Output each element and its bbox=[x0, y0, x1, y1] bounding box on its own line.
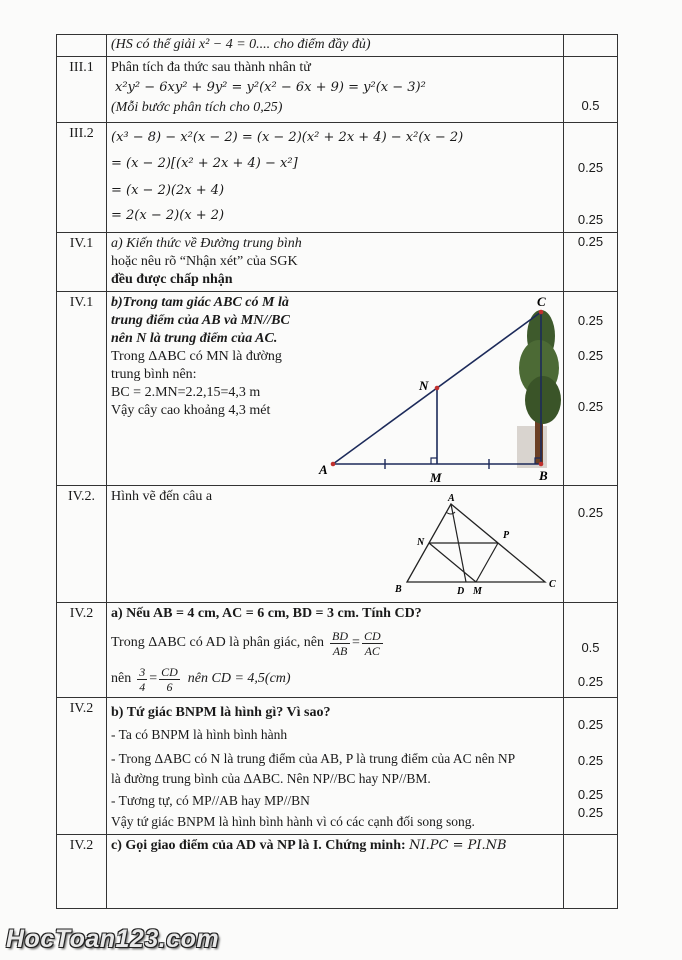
table-row bbox=[57, 698, 618, 835]
text-line: là đường trung bình của ΔABC. Nên NP//BC hay NP//BM. bbox=[111, 771, 431, 786]
task-line: Phân tích đa thức sau thành nhân tử bbox=[111, 60, 311, 75]
table-row bbox=[57, 835, 618, 909]
row-number: IV.1 bbox=[57, 292, 107, 486]
point-a bbox=[331, 462, 336, 467]
row-number: III.2 bbox=[57, 123, 107, 233]
text-line: BC = 2.MN=2.2,15=4,3 m bbox=[111, 385, 261, 400]
fraction-numerator: CD bbox=[161, 664, 178, 679]
fraction-denominator: 4 bbox=[139, 679, 146, 694]
formula-line: = (x − 2)(2x + 4) bbox=[111, 183, 225, 198]
text-fragment: nên CD = 4,5(cm) bbox=[187, 671, 291, 686]
formula-line: = 2(x − 2)(x + 2) bbox=[111, 208, 225, 223]
fraction-numerator: BD bbox=[332, 628, 349, 643]
table-row bbox=[57, 603, 618, 698]
row-number: III.1 bbox=[57, 57, 107, 123]
label-m: M bbox=[430, 470, 442, 485]
fraction-numerator: CD bbox=[363, 628, 381, 643]
text-line: - Trong ΔABC có N là trung điểm của AB, P là trung điểm của AC nên NP bbox=[111, 751, 516, 766]
score-value: 0.25 bbox=[577, 348, 604, 363]
text-line: Vậy tứ giác BNPM là hình bình hành vì có các cạnh đối song song. bbox=[111, 814, 475, 829]
table-row bbox=[57, 35, 618, 57]
score-value: 0.5 bbox=[581, 640, 600, 655]
text-line: hoặc nêu rõ “Nhận xét” của SGK bbox=[111, 254, 298, 269]
text-line: Hình vẽ đến câu a bbox=[111, 489, 213, 504]
score-value: 0.25 bbox=[577, 505, 604, 520]
row-number bbox=[57, 35, 107, 57]
label-c: C bbox=[537, 296, 546, 309]
equals-sign: = bbox=[149, 671, 158, 686]
question-line: b) Tứ giác BNPM là hình gì? Vì sao? bbox=[111, 705, 331, 720]
site-watermark: HocToan123.com bbox=[6, 925, 220, 953]
note-line: (Mỗi bước phân tích cho 0,25) bbox=[111, 100, 283, 115]
label-b: B bbox=[539, 468, 548, 483]
angle-mark bbox=[446, 512, 455, 514]
label-a: A bbox=[319, 462, 328, 477]
score-value: 0.25 bbox=[577, 674, 604, 689]
fraction-numerator: 3 bbox=[139, 664, 146, 679]
score-value: 0.25 bbox=[577, 313, 604, 328]
point-n bbox=[435, 386, 440, 391]
text-line: nên N là trung điểm của AC. bbox=[111, 331, 278, 346]
label-n: N bbox=[419, 378, 429, 393]
text-line: trung điểm của AB và MN//BC bbox=[111, 313, 290, 328]
score-value: 0.25 bbox=[577, 787, 604, 802]
fraction-cd-ac bbox=[362, 629, 383, 658]
score-value: 0.5 bbox=[581, 98, 600, 113]
label-n: N bbox=[417, 537, 425, 548]
equals-sign: = bbox=[352, 635, 360, 650]
point-c bbox=[539, 310, 544, 315]
question-line: a) Nếu AB = 4 cm, AC = 6 cm, BD = 3 cm. Tính CD? bbox=[111, 606, 422, 621]
row-number: IV.1 bbox=[57, 233, 107, 292]
formula-line: x²y² − 6xy² + 9y² = y²(x² − 6x + 9) = y²(x − 3)² bbox=[115, 80, 426, 95]
fraction-3-4 bbox=[137, 665, 147, 694]
segment-nm bbox=[429, 543, 476, 582]
table-row bbox=[57, 486, 618, 603]
fraction-denominator: AB bbox=[332, 643, 348, 658]
score-value: 0.25 bbox=[577, 212, 604, 227]
triangle-figure bbox=[389, 490, 579, 600]
table-row bbox=[57, 57, 618, 123]
text-line: Vậy cây cao khoảng 4,3 mét bbox=[111, 403, 271, 418]
formula-line: (x³ − 8) − x²(x − 2) = (x − 2)(x² + 2x + 4) − x²(x − 2) bbox=[111, 130, 464, 145]
text-line: trung bình nên: bbox=[111, 367, 197, 382]
score-value: 0.25 bbox=[577, 160, 604, 175]
row-number: IV.2 bbox=[57, 835, 107, 909]
text-line bbox=[111, 663, 559, 695]
table-row bbox=[57, 123, 618, 233]
text-fragment: Trong ΔABC có AD là phân giác, nên bbox=[111, 635, 325, 650]
point-b bbox=[539, 462, 544, 467]
label-a: A bbox=[448, 493, 455, 504]
tree-foliage bbox=[525, 376, 561, 424]
question-formula: NI.PC = PI.NB bbox=[409, 838, 507, 853]
label-p: P bbox=[503, 530, 510, 541]
label-b: B bbox=[395, 584, 402, 595]
text-line: đều được chấp nhận bbox=[111, 272, 233, 287]
text-line: a) Kiến thức về Đường trung bình bbox=[111, 236, 302, 251]
table-row bbox=[57, 292, 618, 486]
segment-pm bbox=[476, 543, 498, 582]
row-number: IV.2. bbox=[57, 486, 107, 603]
fraction-denominator: 6 bbox=[166, 679, 173, 694]
note-line: (HS có thể giải x² − 4 = 0.... cho điểm đầy đủ) bbox=[111, 37, 371, 52]
score-value: 0.25 bbox=[577, 717, 604, 732]
text-line: Trong ΔABC có MN là đường bbox=[111, 349, 282, 364]
tree-height-figure bbox=[317, 296, 577, 486]
score-value: 0.25 bbox=[577, 399, 604, 414]
text-fragment: nên bbox=[111, 671, 132, 686]
score-value: 0.25 bbox=[577, 234, 604, 249]
text-line: - Tương tự, có MP//AB hay MP//BN bbox=[111, 793, 310, 808]
formula-line: = (x − 2)[(x² + 2x + 4) − x²] bbox=[111, 156, 298, 171]
text-line: b)Trong tam giác ABC có M là bbox=[111, 295, 289, 310]
question-line bbox=[111, 837, 559, 855]
table-row bbox=[57, 233, 618, 292]
row-number: IV.2 bbox=[57, 698, 107, 835]
score-value: 0.25 bbox=[577, 753, 604, 768]
label-d: D bbox=[457, 586, 465, 597]
text-line bbox=[111, 627, 559, 659]
grading-table bbox=[56, 34, 618, 909]
right-angle-m bbox=[431, 458, 437, 464]
fraction-cd-6 bbox=[159, 665, 180, 694]
label-m: M bbox=[473, 586, 482, 597]
text-line: - Ta có BNPM là hình bình hành bbox=[111, 727, 288, 742]
row-number: IV.2 bbox=[57, 603, 107, 698]
score-value: 0.25 bbox=[577, 805, 604, 820]
label-c: C bbox=[549, 579, 556, 590]
question-text: c) Gọi giao điểm của AD và NP là I. Chứng minh: bbox=[111, 838, 410, 853]
fraction-bd-ab bbox=[330, 629, 350, 658]
fraction-denominator: AC bbox=[364, 643, 380, 658]
